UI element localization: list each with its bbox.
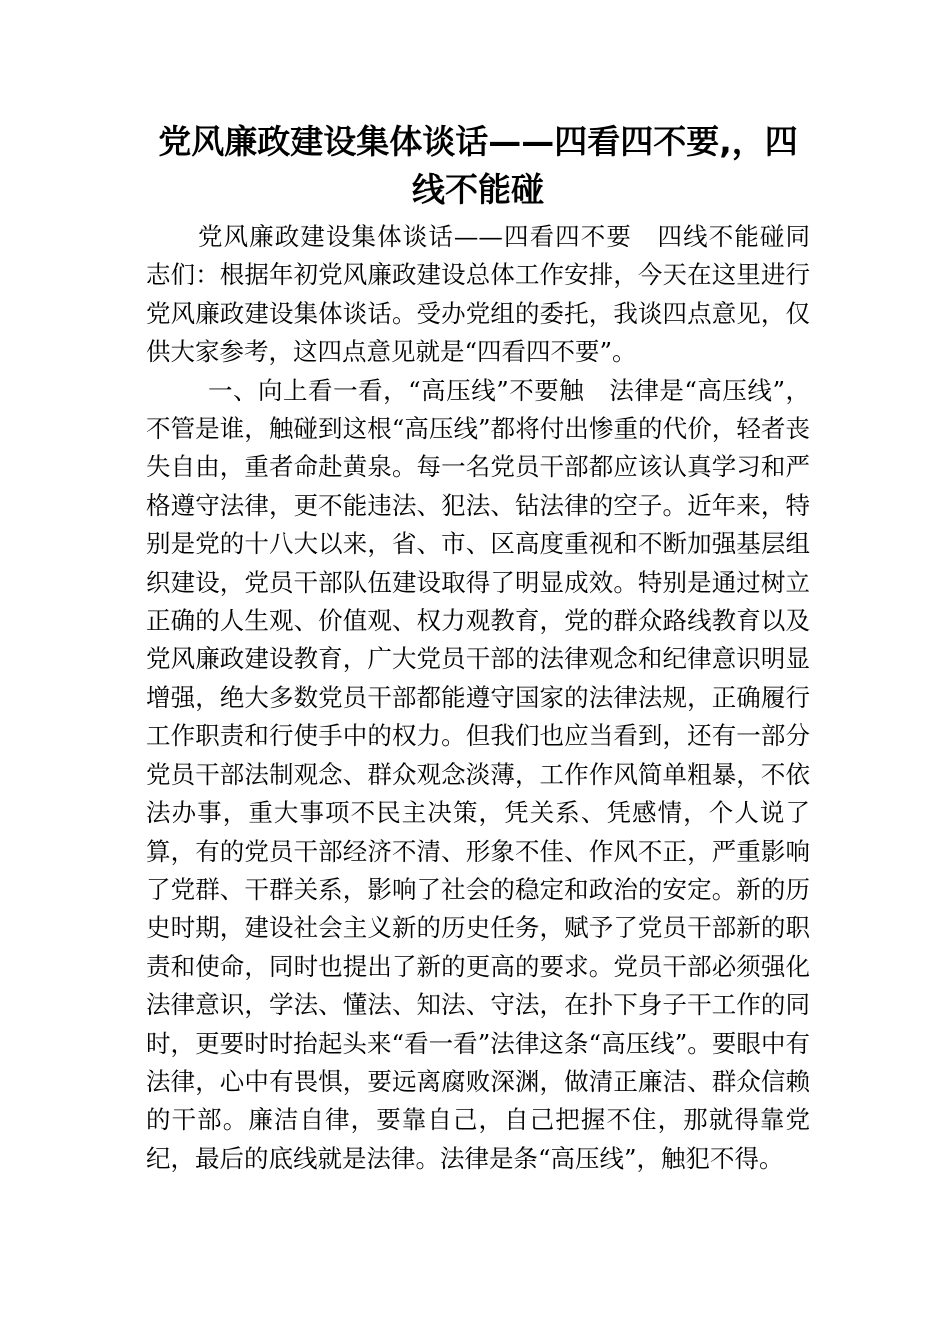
intro-paragraph: 党风廉政建设集体谈话——四看四不要 四线不能碰同志们：根据年初党风廉政建设总体工作安排，今天在这里进行党风廉政建设集体谈话。受办党组的委托，我谈四点意见，仅供大家参考，这四点意见就是“四看四不要”。 [146,222,810,367]
document-page [146,118,810,1178]
section-one-paragraph: 一、向上看一看，“高压线”不要触 法律是“高压线”，不管是谁，触碰到这根“高压线”都将付出惨重的代价，轻者丧失自由，重者命赴黄泉。每一名党员干部都应该认真学习和严格遵守法律，更不能违法、犯法、钻法律的空子。近年来，特别是党的十八大以来，省、市、区高度重视和不断加强基层组织建设，党员干部队伍建设取得了明显成效。特别是通过树立正确的人生观、价值观、权力观教育，党的群众路线教育以及党风廉政建设教育，广大党员干部的法律观念和纪律意识明显增强，绝大多数党员干部都能遵守国家的法律法规，正确履行工作职责和行使手中的权力。但我们也应当看到，还有一部分党员干部法制观念、群众观念淡薄，工作作风简单粗暴，不依法办事，重大事项不民主决策，凭关系、凭感情，个人说了算，有的党员干部经济不清、形象不佳、作风不正，严重影响了党群、干群关系，影响了社会的稳定和政治的安定。新的历史时期，建设社会主义新的历史任务，赋予了党员干部新的职责和使命，同时也提出了新的更高的要求。党员干部必须强化法律意识，学法、懂法、知法、守法，在扑下身子干工作的同时，更要时时抬起头来“看一看”法律这条“高压线”。要眼中有法律，心中有畏惧，要远离腐败深渊，做清正廉洁、群众信赖的干部。廉洁自律，要靠自己，自己把握不住，那就得靠党纪，最后的底线就是法律。法律是条“高压线”，触犯不得。 [146,375,810,1173]
document-title: 党风廉政建设集体谈话——四看四不要,，四线不能碰 [158,122,798,209]
